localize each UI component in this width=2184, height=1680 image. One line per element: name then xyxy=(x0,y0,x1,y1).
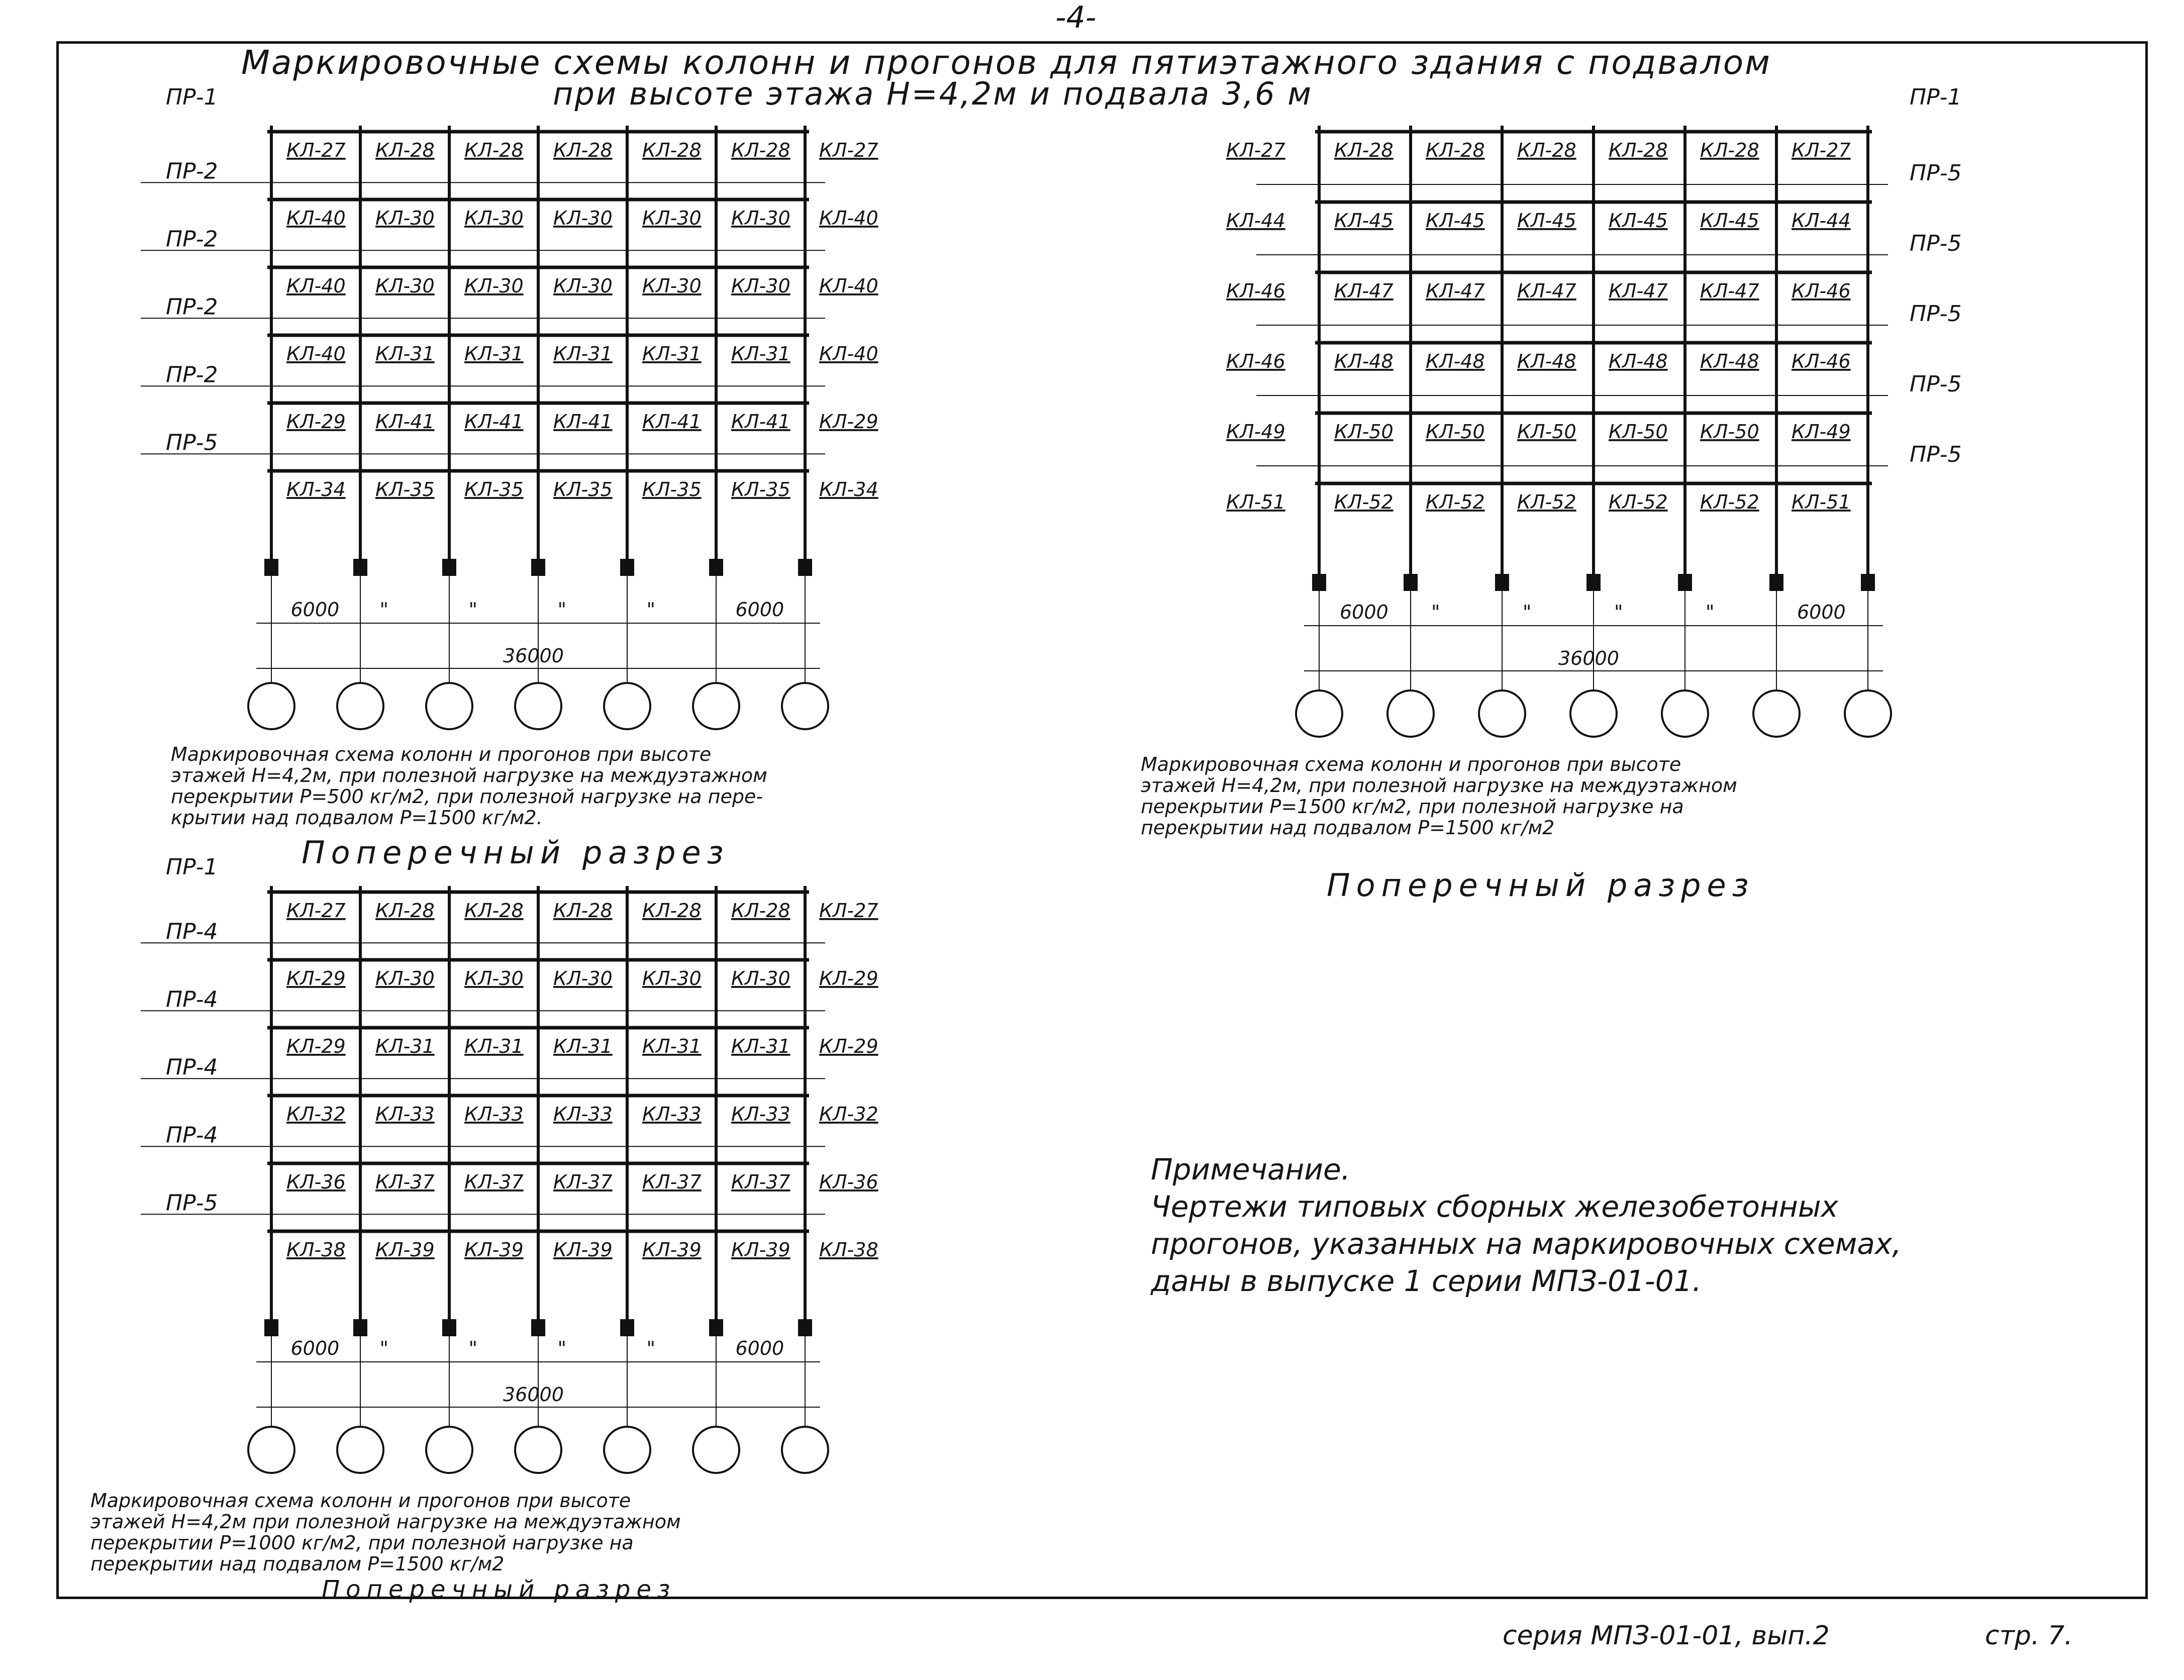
axis-circle xyxy=(1479,690,1525,737)
column-mark: КЛ-28 xyxy=(464,139,524,161)
column-mark: КЛ-41 xyxy=(731,411,790,433)
column-mark: КЛ-44 xyxy=(1226,210,1285,232)
column-footing xyxy=(264,1319,278,1336)
column-mark: КЛ-28 xyxy=(553,900,613,922)
span-label: " xyxy=(646,599,655,621)
purlin-tag-top-left: ПР-1 xyxy=(166,84,218,110)
column-mark: КЛ-47 xyxy=(1517,280,1576,302)
column-mark: КЛ-27 xyxy=(1792,139,1851,161)
footer-series: серия МПЗ-01-01, вып.2 xyxy=(1503,1621,1830,1651)
caption-line: перекрытии Р=1500 кг/м2, при полезной нагрузке на xyxy=(1141,796,1684,818)
axis-circle xyxy=(604,683,650,729)
axis-circle xyxy=(1387,690,1434,737)
caption-line: перекрытии над подвалом Р=1500 кг/м2 xyxy=(90,1553,505,1575)
column-footing xyxy=(798,559,812,576)
column-mark: КЛ-52 xyxy=(1700,491,1759,513)
column-mark: КЛ-30 xyxy=(642,207,702,229)
column-mark: КЛ-28 xyxy=(1700,139,1759,161)
column-mark: КЛ-30 xyxy=(375,275,435,297)
column-mark: КЛ-47 xyxy=(1700,280,1759,302)
axis-circle xyxy=(515,683,561,729)
column-mark: КЛ-31 xyxy=(642,1035,702,1057)
column-footing xyxy=(442,1319,456,1336)
column-mark: КЛ-35 xyxy=(642,478,702,501)
purlin-tag: ПР-4 xyxy=(166,1122,218,1148)
caption-line: Маркировочная схема колонн и прогонов при высоте xyxy=(171,743,712,765)
span-label: " xyxy=(557,1337,566,1359)
column-mark: КЛ-29 xyxy=(819,411,878,433)
column-mark: КЛ-33 xyxy=(731,1103,790,1125)
column-mark: КЛ-30 xyxy=(731,207,790,229)
column-mark: КЛ-27 xyxy=(1226,139,1285,161)
column-mark: КЛ-50 xyxy=(1426,421,1485,443)
purlin-tag: ПР-4 xyxy=(166,986,218,1013)
footer-page: стр. 7. xyxy=(1985,1621,2073,1651)
purlin-tag: ПР-5 xyxy=(1910,160,1962,186)
caption-line: этажей Н=4,2м, при полезной нагрузке на междуэтажном xyxy=(1141,774,1737,797)
column-mark: КЛ-35 xyxy=(464,478,524,501)
total-span-label: 36000 xyxy=(503,645,564,667)
column-mark: КЛ-30 xyxy=(464,275,524,297)
column-mark: КЛ-41 xyxy=(553,411,613,433)
scheme-b-caption xyxy=(1141,754,1737,838)
column-mark: КЛ-46 xyxy=(1792,350,1851,372)
column-mark: КЛ-30 xyxy=(642,275,702,297)
column-mark: КЛ-48 xyxy=(1700,350,1759,372)
column-mark: КЛ-50 xyxy=(1700,421,1759,443)
span-label: 6000 xyxy=(290,599,340,621)
scheme-c-heading: Поперечный разрез xyxy=(322,1575,676,1604)
column-mark: КЛ-35 xyxy=(375,478,435,501)
column-mark: КЛ-41 xyxy=(464,411,524,433)
caption-line: этажей Н=4,2м, при полезной нагрузке на междуэтажном xyxy=(171,764,767,786)
column-mark: КЛ-32 xyxy=(819,1103,878,1125)
span-label: " xyxy=(468,1337,477,1359)
column-mark: КЛ-31 xyxy=(464,1035,524,1057)
column-mark: КЛ-28 xyxy=(553,139,613,161)
span-label: 6000 xyxy=(735,1337,784,1359)
column-mark: КЛ-31 xyxy=(553,343,613,365)
column-footing xyxy=(709,1319,723,1336)
axis-circle xyxy=(693,683,739,729)
column-mark: КЛ-30 xyxy=(553,275,613,297)
column-mark: КЛ-27 xyxy=(819,900,878,922)
column-footing xyxy=(1495,574,1509,591)
purlin-tag: ПР-5 xyxy=(1910,231,1962,256)
note-line: Чертежи типовых сборных железобетонных xyxy=(1151,1190,1838,1224)
column-mark: КЛ-48 xyxy=(1609,350,1668,372)
caption-line: перекрытии над подвалом Р=1500 кг/м2 xyxy=(1141,817,1555,839)
axis-circle xyxy=(1753,690,1800,737)
purlin-tag: ПР-5 xyxy=(1910,442,1962,467)
scheme-a-frame xyxy=(141,126,878,729)
scheme-c-frame xyxy=(141,886,878,1473)
column-mark: КЛ-28 xyxy=(464,900,524,922)
column-mark: КЛ-44 xyxy=(1792,210,1851,232)
purlin-tag: ПР-4 xyxy=(166,1054,218,1080)
column-footing xyxy=(1404,574,1418,591)
column-footing xyxy=(620,1319,634,1336)
axis-circle xyxy=(1296,690,1342,737)
column-mark: КЛ-31 xyxy=(375,1035,435,1057)
sheet-title-line1: Маркировочные схемы колонн и прогонов для пятиэтажного здания с подвалом xyxy=(241,43,1771,82)
purlin-tag-top-right: ПР-1 xyxy=(1910,84,1962,110)
axis-circle xyxy=(426,683,472,729)
column-mark: КЛ-39 xyxy=(375,1239,435,1261)
caption-line: перекрытии Р=1000 кг/м2, при полезной нагрузке на xyxy=(90,1532,634,1554)
column-mark: КЛ-50 xyxy=(1609,421,1668,443)
column-mark: КЛ-45 xyxy=(1517,210,1576,232)
purlin-tag: ПР-5 xyxy=(166,1190,218,1216)
column-mark: КЛ-27 xyxy=(819,139,878,161)
column-mark: КЛ-45 xyxy=(1609,210,1668,232)
column-mark: КЛ-31 xyxy=(375,343,435,365)
column-mark: КЛ-49 xyxy=(1792,421,1851,443)
column-mark: КЛ-29 xyxy=(819,967,878,990)
column-mark: КЛ-37 xyxy=(464,1171,524,1193)
column-mark: КЛ-33 xyxy=(553,1103,613,1125)
column-mark: КЛ-51 xyxy=(1226,491,1285,513)
column-footing xyxy=(531,1319,545,1336)
column-mark: КЛ-30 xyxy=(375,967,435,990)
note-title: Примечание. xyxy=(1151,1152,1351,1187)
column-mark: КЛ-27 xyxy=(286,139,346,161)
scheme-a-caption xyxy=(171,744,767,828)
column-mark: КЛ-48 xyxy=(1334,350,1394,372)
column-mark: КЛ-29 xyxy=(286,1035,346,1057)
column-footing xyxy=(442,559,456,576)
column-mark: КЛ-33 xyxy=(464,1103,524,1125)
span-label: " xyxy=(1523,601,1532,623)
column-mark: КЛ-52 xyxy=(1334,491,1394,513)
note-line: даны в выпуске 1 серии МПЗ-01-01. xyxy=(1151,1264,1702,1298)
column-footing xyxy=(709,559,723,576)
span-label: " xyxy=(468,599,477,621)
column-mark: КЛ-34 xyxy=(819,478,878,501)
caption-line: Маркировочная схема колонн и прогонов при высоте xyxy=(90,1490,631,1512)
sheet-title-line2: при высоте этажа Н=4,2м и подвала 3,6 м xyxy=(553,75,1313,112)
total-span-label: 36000 xyxy=(503,1383,564,1406)
column-mark: КЛ-40 xyxy=(819,207,878,229)
column-mark: КЛ-40 xyxy=(286,343,346,365)
column-mark: КЛ-51 xyxy=(1792,491,1851,513)
column-mark: КЛ-32 xyxy=(286,1103,346,1125)
axis-circle xyxy=(782,683,828,729)
column-mark: КЛ-36 xyxy=(819,1171,878,1193)
column-mark: КЛ-34 xyxy=(286,478,346,501)
axis-circle xyxy=(248,683,294,729)
axis-circle xyxy=(248,1427,294,1473)
span-label: 6000 xyxy=(1797,601,1846,623)
column-mark: КЛ-31 xyxy=(731,1035,790,1057)
column-footing xyxy=(620,559,634,576)
note-line: прогонов, указанных на маркировочных схемах, xyxy=(1151,1227,1902,1261)
column-footing xyxy=(531,559,545,576)
column-mark: КЛ-27 xyxy=(286,900,346,922)
column-mark: КЛ-28 xyxy=(1426,139,1485,161)
purlin-tag: ПР-5 xyxy=(1910,301,1962,327)
column-mark: КЛ-48 xyxy=(1426,350,1485,372)
column-mark: КЛ-31 xyxy=(642,343,702,365)
column-mark: КЛ-52 xyxy=(1426,491,1485,513)
column-mark: КЛ-29 xyxy=(819,1035,878,1057)
column-mark: КЛ-37 xyxy=(731,1171,790,1193)
column-mark: КЛ-33 xyxy=(642,1103,702,1125)
column-footing xyxy=(798,1319,812,1336)
scheme-b-heading: Поперечный разрез xyxy=(1327,867,1755,904)
span-label: " xyxy=(646,1337,655,1359)
column-mark: КЛ-30 xyxy=(464,967,524,990)
caption-line: этажей Н=4,2м при полезной нагрузке на междуэтажном xyxy=(90,1511,681,1533)
column-mark: КЛ-37 xyxy=(553,1171,613,1193)
column-mark: КЛ-46 xyxy=(1226,350,1285,372)
column-mark: КЛ-40 xyxy=(286,207,346,229)
column-mark: КЛ-46 xyxy=(1792,280,1851,302)
column-mark: КЛ-45 xyxy=(1334,210,1394,232)
column-mark: КЛ-28 xyxy=(731,900,790,922)
purlin-tag: ПР-5 xyxy=(1910,371,1962,397)
column-mark: КЛ-28 xyxy=(375,900,435,922)
column-mark: КЛ-52 xyxy=(1517,491,1576,513)
column-mark: КЛ-28 xyxy=(642,900,702,922)
column-mark: КЛ-28 xyxy=(1334,139,1394,161)
column-footing xyxy=(1586,574,1601,591)
column-mark: КЛ-40 xyxy=(286,275,346,297)
column-mark: КЛ-28 xyxy=(1517,139,1576,161)
column-mark: КЛ-31 xyxy=(464,343,524,365)
span-label: " xyxy=(379,599,388,621)
column-mark: КЛ-28 xyxy=(731,139,790,161)
column-footing xyxy=(1312,574,1326,591)
scheme-c-caption xyxy=(90,1490,681,1574)
column-mark: КЛ-30 xyxy=(731,967,790,990)
column-mark: КЛ-40 xyxy=(819,343,878,365)
axis-circle xyxy=(782,1427,828,1473)
column-mark: КЛ-36 xyxy=(286,1171,346,1193)
column-footing xyxy=(264,559,278,576)
column-mark: КЛ-46 xyxy=(1226,280,1285,302)
span-label: 6000 xyxy=(1340,601,1388,623)
column-mark: КЛ-31 xyxy=(731,343,790,365)
column-mark: КЛ-35 xyxy=(553,478,613,501)
column-mark: КЛ-39 xyxy=(464,1239,524,1261)
axis-circle xyxy=(604,1427,650,1473)
total-span-label: 36000 xyxy=(1558,647,1619,669)
column-footing xyxy=(1861,574,1875,591)
column-mark: КЛ-38 xyxy=(286,1239,346,1261)
column-mark: КЛ-37 xyxy=(642,1171,702,1193)
span-label: 6000 xyxy=(735,599,784,621)
column-mark: КЛ-49 xyxy=(1226,421,1285,443)
scheme-c-top-tag: ПР-1 xyxy=(166,854,218,880)
purlin-tag: ПР-2 xyxy=(166,158,218,184)
axis-circle xyxy=(337,1427,383,1473)
column-mark: КЛ-47 xyxy=(1426,280,1485,302)
caption-line: крытии над подвалом Р=1500 кг/м2. xyxy=(171,807,543,829)
span-label: " xyxy=(1431,601,1440,623)
column-mark: КЛ-29 xyxy=(286,967,346,990)
purlin-tag: ПР-2 xyxy=(166,226,218,252)
axis-circle xyxy=(1662,690,1708,737)
axis-circle xyxy=(693,1427,739,1473)
column-mark: КЛ-48 xyxy=(1517,350,1576,372)
column-mark: КЛ-41 xyxy=(375,411,435,433)
column-mark: КЛ-47 xyxy=(1334,280,1394,302)
column-mark: КЛ-45 xyxy=(1426,210,1485,232)
column-mark: КЛ-29 xyxy=(286,411,346,433)
note-block xyxy=(1151,1151,1902,1300)
axis-circle xyxy=(1570,690,1617,737)
column-mark: КЛ-52 xyxy=(1609,491,1668,513)
column-mark: КЛ-50 xyxy=(1334,421,1394,443)
purlin-tag: ПР-2 xyxy=(166,362,218,388)
column-mark: КЛ-30 xyxy=(464,207,524,229)
column-mark: КЛ-30 xyxy=(642,967,702,990)
column-mark: КЛ-47 xyxy=(1609,280,1668,302)
column-mark: КЛ-28 xyxy=(1609,139,1668,161)
span-label: " xyxy=(557,599,566,621)
axis-circle xyxy=(1845,690,1891,737)
page-number: -4- xyxy=(1055,0,1097,35)
span-label: " xyxy=(1614,601,1623,623)
column-mark: КЛ-30 xyxy=(553,967,613,990)
column-mark: КЛ-28 xyxy=(642,139,702,161)
column-mark: КЛ-33 xyxy=(375,1103,435,1125)
column-footing xyxy=(1678,574,1692,591)
column-mark: КЛ-28 xyxy=(375,139,435,161)
column-footing xyxy=(353,559,367,576)
column-mark: КЛ-35 xyxy=(731,478,790,501)
span-label: " xyxy=(379,1337,388,1359)
column-mark: КЛ-39 xyxy=(642,1239,702,1261)
column-footing xyxy=(353,1319,367,1336)
column-mark: КЛ-37 xyxy=(375,1171,435,1193)
purlin-tag: ПР-4 xyxy=(166,919,218,945)
column-mark: КЛ-39 xyxy=(731,1239,790,1261)
axis-circle xyxy=(337,683,383,729)
column-mark: КЛ-45 xyxy=(1700,210,1759,232)
column-mark: КЛ-41 xyxy=(642,411,702,433)
purlin-tag: ПР-5 xyxy=(166,430,218,456)
caption-line: перекрытии Р=500 кг/м2, при полезной нагрузке на пере- xyxy=(171,785,763,808)
axis-circle xyxy=(515,1427,561,1473)
column-mark: КЛ-38 xyxy=(819,1239,878,1261)
span-label: 6000 xyxy=(290,1337,340,1359)
caption-line: Маркировочная схема колонн и прогонов при высоте xyxy=(1141,753,1681,775)
column-mark: КЛ-30 xyxy=(375,207,435,229)
span-label: " xyxy=(1706,601,1715,623)
scheme-b-frame xyxy=(1226,126,1962,737)
column-mark: КЛ-40 xyxy=(819,275,878,297)
purlin-tag: ПР-2 xyxy=(166,294,218,320)
column-mark: КЛ-50 xyxy=(1517,421,1576,443)
column-mark: КЛ-30 xyxy=(731,275,790,297)
scheme-a-heading: Поперечный разрез xyxy=(302,834,730,871)
column-footing xyxy=(1769,574,1783,591)
column-mark: КЛ-30 xyxy=(553,207,613,229)
column-mark: КЛ-31 xyxy=(553,1035,613,1057)
axis-circle xyxy=(426,1427,472,1473)
column-mark: КЛ-39 xyxy=(553,1239,613,1261)
